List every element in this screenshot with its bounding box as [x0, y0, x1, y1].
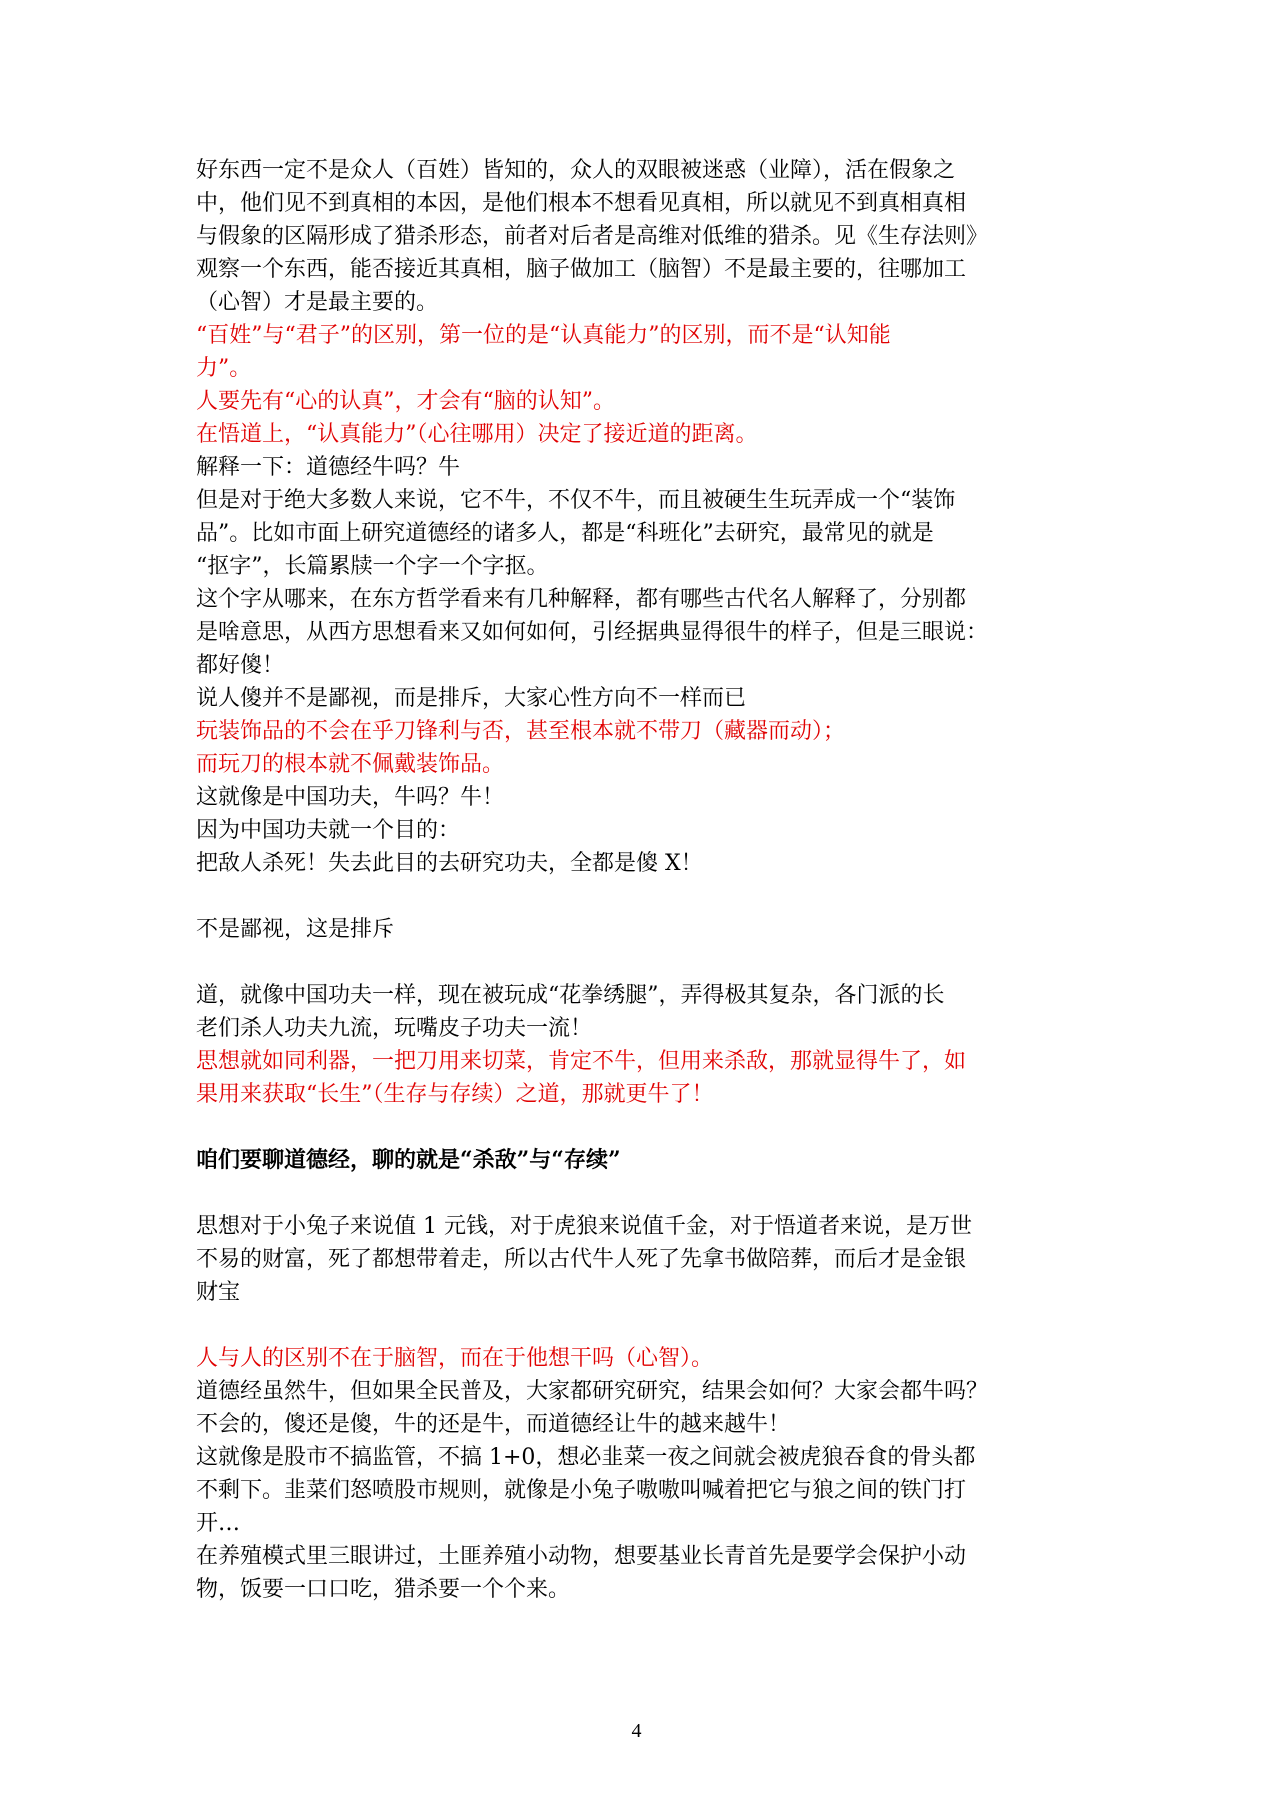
highlight-line: 果用来获取“长生”（生存与存续）之道，那就更牛了！: [196, 1082, 714, 1107]
paragraph-gap: [196, 1177, 1080, 1210]
text-line: 不是鄙视，这是排斥: [196, 917, 395, 942]
text-line: 物，饭要一口口吃，猎杀要一个个来。: [196, 1577, 571, 1602]
highlight-line: 思想就如同利器，一把刀用来切菜，肯定不牛，但用来杀敌，那就显得牛了，如: [196, 1049, 967, 1074]
paragraph-gap: [196, 946, 1080, 979]
text-line: 在养殖模式里三眼讲过，土匪养殖小动物，想要基业长青首先是要学会保护小动: [196, 1544, 967, 1569]
text-line: 因为中国功夫就一个目的：: [196, 818, 461, 843]
text-line: 都好傻！: [196, 653, 285, 678]
text-line: 与假象的区隔形成了猎杀形态，前者对后者是高维对低维的猎杀。见《生存法则》: [196, 224, 989, 249]
text-line: “抠字”，长篇累牍一个字一个字抠。: [196, 554, 549, 579]
page-number: 4: [631, 1720, 642, 1742]
text-line: 财宝: [196, 1280, 241, 1305]
text-line: 品”。比如市面上研究道德经的诸多人，都是“科班化”去研究，最常见的就是: [196, 521, 934, 546]
text-line: 是啥意思，从西方思想看来又如何如何，引经据典显得很牛的样子，但是三眼说：: [196, 620, 989, 645]
text-line: 道德经虽然牛，但如果全民普及，大家都研究研究，结果会如何？大家会都牛吗？: [196, 1379, 989, 1404]
text-line: 把敌人杀死！失去此目的去研究功夫，全都是傻 X！: [196, 851, 703, 876]
text-line: 观察一个东西，能否接近其真相，脑子做加工（脑智）不是最主要的，往哪加工: [196, 257, 967, 282]
paragraph-gap: [196, 880, 1080, 913]
text-line: 中，他们见不到真相的本因，是他们根本不想看见真相，所以就见不到真相真相: [196, 191, 967, 216]
highlight-line: “百姓”与“君子”的区别，第一位的是“认真能力”的区别，而不是“认知能: [196, 323, 891, 348]
paragraph-gap: [196, 1309, 1080, 1342]
text-line: 这就像是股市不搞监管，不搞 1+0，想必韭菜一夜之间就会被虎狼吞食的骨头都: [196, 1445, 976, 1470]
text-line: 道，就像中国功夫一样，现在被玩成“花拳绣腿”，弄得极其复杂，各门派的长: [196, 983, 945, 1008]
highlight-line: 人与人的区别不在于脑智，而在于他想干吗（心智）。: [196, 1346, 714, 1371]
text-line: 这个字从哪来，在东方哲学看来有几种解释，都有哪些古代名人解释了，分别都: [196, 587, 967, 612]
section-heading: 咱们要聊道德经，聊的就是“杀敌”与“存续”: [196, 1147, 621, 1173]
text-line: 说人傻并不是鄙视，而是排斥，大家心性方向不一样而已: [196, 686, 747, 711]
text-line: 老们杀人功夫九流，玩嘴皮子功夫一流！: [196, 1016, 593, 1041]
text-line: 思想对于小兔子来说值 1 元钱，对于虎狼来说值千金，对于悟道者来说，是万世: [196, 1214, 972, 1239]
highlight-line: 玩装饰品的不会在乎刀锋利与否，甚至根本就不带刀（藏器而动）；: [196, 719, 846, 744]
text-line: 不易的财富，死了都想带着走，所以古代牛人死了先拿书做陪葬，而后才是金银: [196, 1247, 967, 1272]
text-line: 这就像是中国功夫，牛吗？牛！: [196, 785, 505, 810]
text-line: （心智）才是最主要的。: [196, 290, 439, 315]
text-line: 不会的，傻还是傻，牛的还是牛，而道德经让牛的越来越牛！: [196, 1412, 791, 1437]
text-line: 但是对于绝大多数人来说，它不牛，不仅不牛，而且被硬生生玩弄成一个“装饰: [196, 488, 956, 513]
highlight-line: 力”。: [196, 356, 252, 381]
highlight-line: 而玩刀的根本就不佩戴装饰品。: [196, 752, 505, 777]
document-body: [196, 154, 1080, 1606]
text-line: 开…: [196, 1511, 241, 1536]
highlight-line: 在悟道上，“认真能力”（心往哪用）决定了接近道的距离。: [196, 422, 758, 447]
highlight-line: 人要先有“心的认真”，才会有“脑的认知”。: [196, 389, 615, 414]
text-line: 解释一下：道德经牛吗？牛: [196, 455, 461, 480]
text-line: 不剩下。韭菜们怒喷股市规则，就像是小兔子嗷嗷叫喊着把它与狼之间的铁门打: [196, 1478, 967, 1503]
text-line: 好东西一定不是众人（百姓）皆知的，众人的双眼被迷惑（业障），活在假象之: [196, 158, 956, 183]
paragraph-gap: [196, 1111, 1080, 1144]
